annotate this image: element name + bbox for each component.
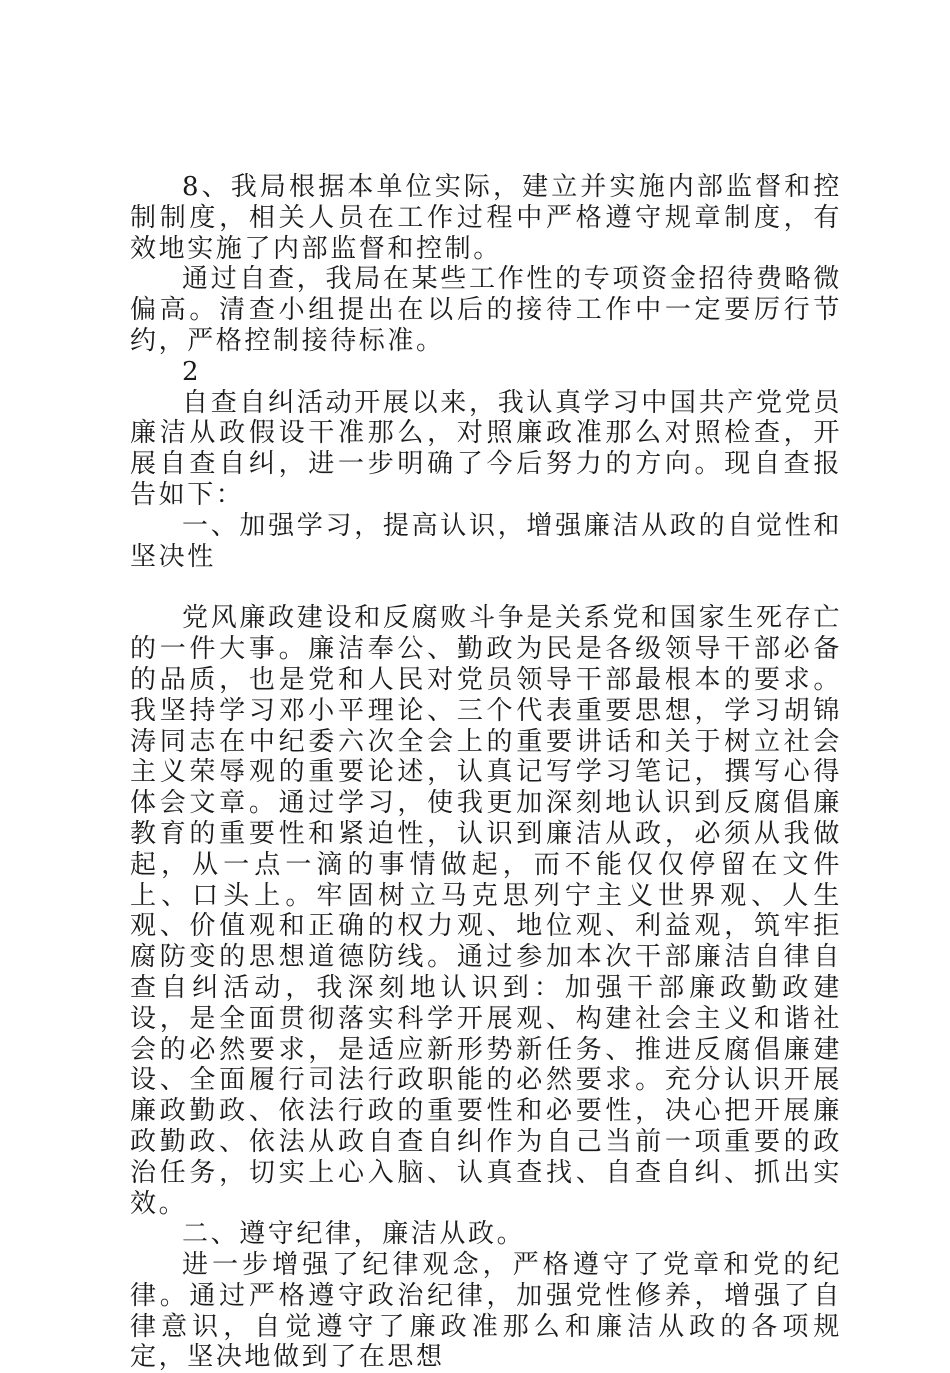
blank-line xyxy=(130,572,842,603)
paragraph-number-2: 2 xyxy=(182,356,202,387)
paragraph-intro: 自查自纠活动开展以来，我认真学习中国共产党党员廉洁从政假设干准那么，对照廉政准那么对照检查，开展自查自纠，进一步明确了今后努力的方向。现自查报告如下： xyxy=(130,387,842,510)
section-heading-1: 一、加强学习，提高认识，增强廉洁从政的自觉性和坚决性 xyxy=(130,510,842,572)
paragraph-self-check-result: 通过自查，我局在某些工作性的专项资金招待费略微偏高。清查小组提出在以后的接待工作中一定要厉行节约，严格控制接待标准。 xyxy=(130,264,842,356)
document-body xyxy=(130,172,842,1373)
paragraph-section-2-body: 进一步增强了纪律观念，严格遵守了党章和党的纪律。通过严格遵守政治纪律，加强党性修养，增强了自律意识，自觉遵守了廉政准那么和廉洁从政的各项规定，坚决地做到了在思想 xyxy=(130,1250,842,1373)
paragraph-section-1-body: 党风廉政建设和反腐败斗争是关系党和国家生死存亡的一件大事。廉洁奉公、勤政为民是各级领导干部必备的品质，也是党和人民对党员领导干部最根本的要求。我坚持学习邓小平理论、三个代表重要思想，学习胡锦涛同志在中纪委六次全会上的重要讲话和关于树立社会主义荣辱观的重要论述，认真记写学习笔记，撰写心得体会文章。通过学习，使我更加深刻地认识到反腐倡廉教育的重要性和紧迫性，认识到廉洁从政，必须从我做起，从一点一滴的事情做起，而不能仅仅停留在文件上、口头上。牢固树立马克思列宁主义世界观、人生观、价值观和正确的权力观、地位观、利益观，筑牢拒腐防变的思想道德防线。通过参加本次干部廉洁自律自查自纠活动，我深刻地认识到：加强干部廉政勤政建设，是全面贯彻落实科学开展观、构建社会主义和谐社会的必然要求，是适应新形势新任务、推进反腐倡廉建设、全面履行司法行政职能的必然要求。充分认识开展廉政勤政、依法行政的重要性和必要性，决心把开展廉政勤政、依法从政自查自纠作为自己当前一项重要的政治任务，切实上心入脑、认真查找、自查自纠、抓出实效。 xyxy=(130,603,842,1219)
section-heading-2: 二、遵守纪律，廉洁从政。 xyxy=(182,1219,526,1250)
paragraph-item-8: 8、我局根据本单位实际，建立并实施内部监督和控制制度，相关人员在工作过程中严格遵守规章制度，有效地实施了内部监督和控制。 xyxy=(130,172,842,264)
